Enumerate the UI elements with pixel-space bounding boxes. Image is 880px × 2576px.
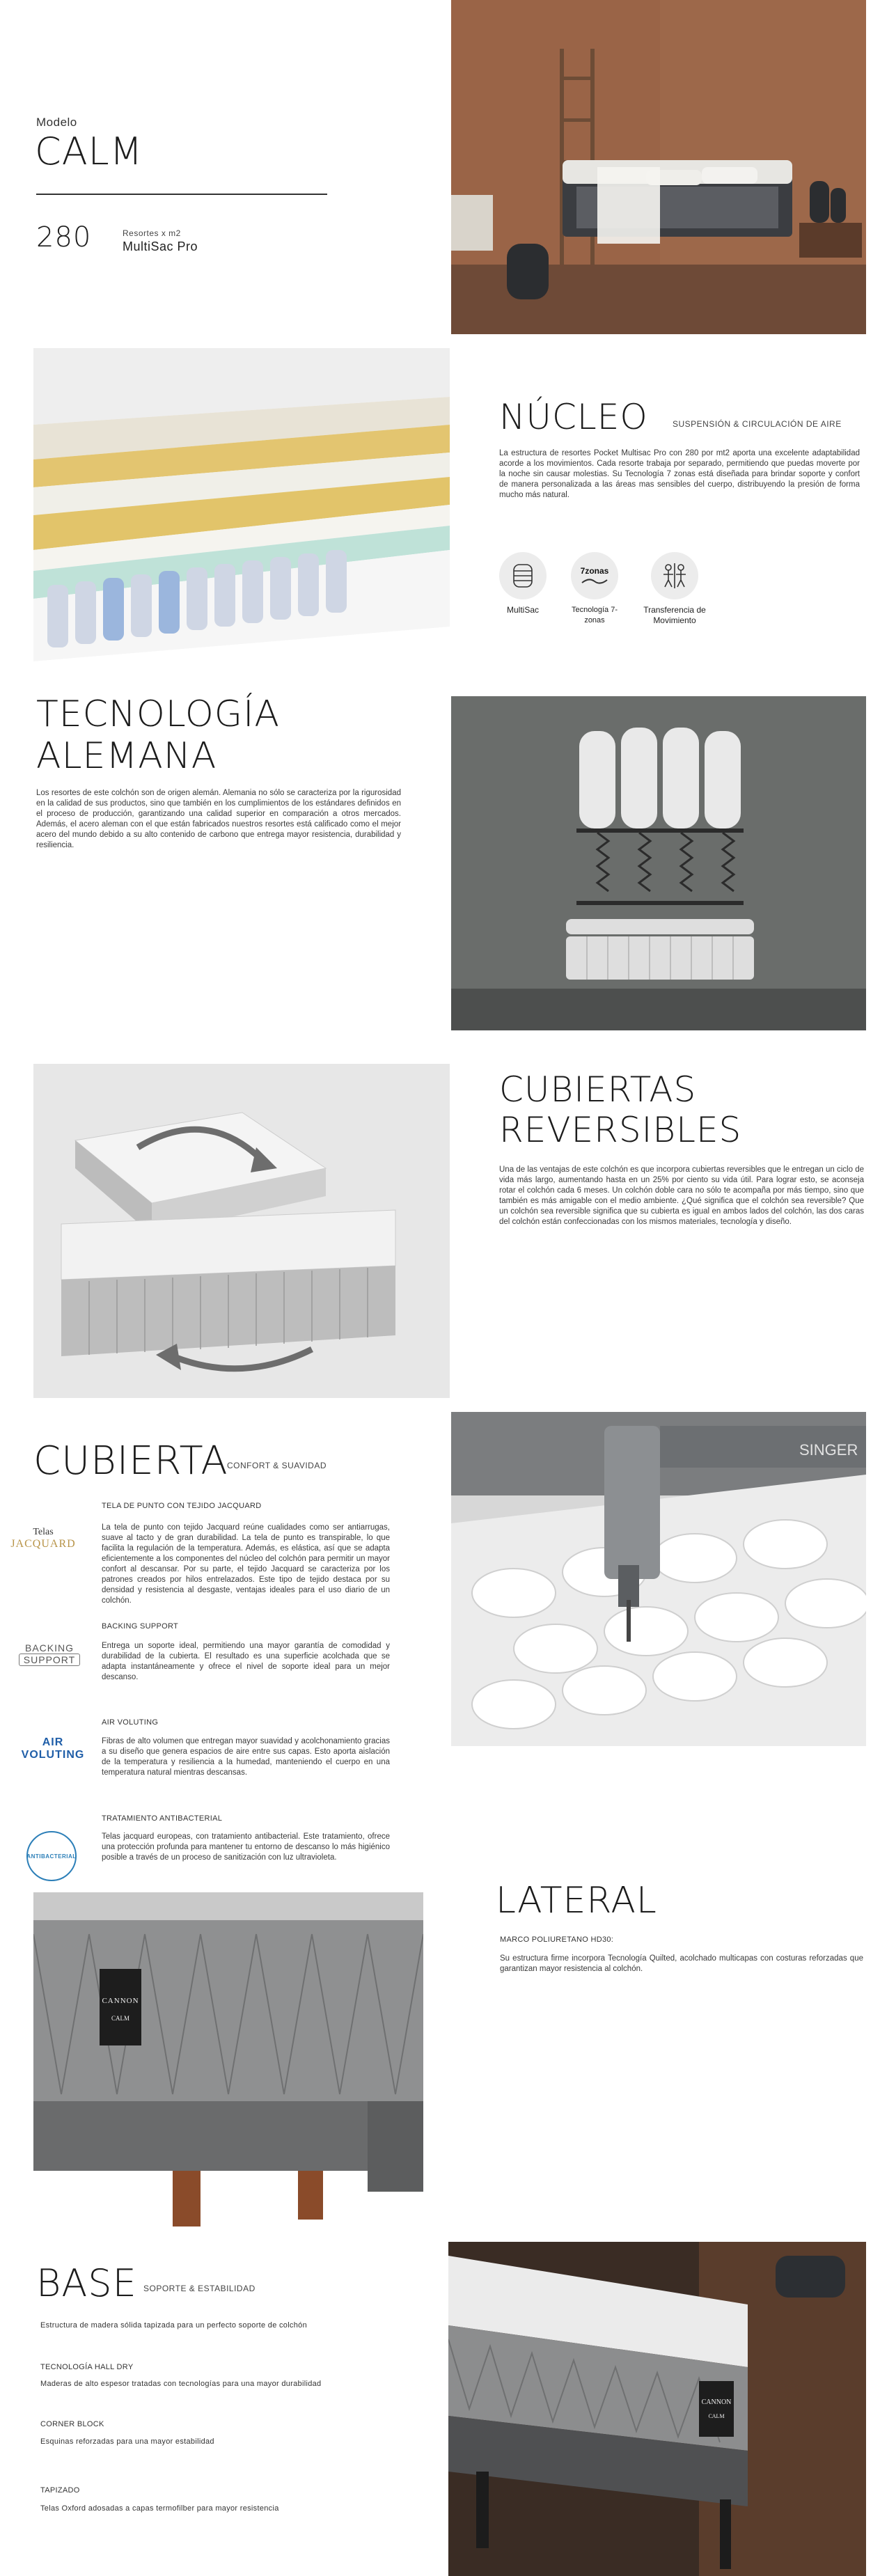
- reversibles-body: Una de las ventajas de este colchón es que incorpora cubiertas reversibles que le entregan un ciclo de vida más largo, aumentando hasta en un 25% por ciento su vida útil. Para lograr esto, se aconseja rotar el colchón cada 6 meses. Un colchón doble cara no sólo te acompaña por más tiempo, sino que también es más amigable con el medio ambiente. ¿Qué significa que el colchón sea reversible? Que un colchón sea reversible significa que su cubierta es igual en ambos lados del colchón, las dos caras del colchón están confeccionadas con los mismos materiales, tecnología y diseño.: [499, 1165, 864, 1226]
- tag-brand: CANNON: [102, 1997, 139, 2005]
- lateral-title: LATERAL: [496, 1880, 657, 1922]
- seven-zones-icon: [571, 552, 618, 599]
- bedroom-photo: [451, 0, 866, 334]
- cubierta-item-body: La tela de punto con tejido Jacquard reúne cualidades como ser antiarrugas, suave al tacto y de gran durabilidad. La tela de punto es transpirable, lo que facilita la regulación de la temperatura. Además, es elástica, así que se adapta eficientemente a los componentes del núcleo del colchón para permitir un mayor confort al descansar. Por su parte, el tejido Jacquard se caracteriza por los patrones creados por hilos entrelazados. Este tipo de tejido destaca por su densidad y resistencia al desgaste, ventajas ideales para el uso diario de un colchón.: [102, 1523, 390, 1605]
- feature-label: Tecnología 7-zonas: [571, 606, 618, 625]
- backing-logo-line1: BACKING: [24, 1642, 74, 1654]
- springs-unit: Resortes x m2: [123, 228, 181, 238]
- jacquard-logo-line1: Telas: [33, 1527, 54, 1537]
- mattress-layers-photo: [33, 348, 450, 682]
- movement-transfer-icon: [651, 552, 698, 599]
- base-item-heading: TECNOLOGÍA HALL DRY: [40, 2363, 134, 2371]
- nucleo-feature-7zonas: [571, 552, 627, 626]
- air-logo-line2: VOLUTING: [21, 1749, 85, 1761]
- air-voluting-logo: [21, 1728, 85, 1770]
- cubierta-item-heading: AIR VOLUTING: [102, 1718, 159, 1727]
- springs-count: 280: [36, 221, 92, 253]
- reversibles-title-line1: CUBIERTAS: [499, 1069, 697, 1110]
- cubierta-title: CUBIERTA: [33, 1438, 228, 1484]
- nucleo-feature-movement: [643, 552, 719, 626]
- base-item-body: Telas Oxford adosadas a capas termofilber para mayor resistencia: [40, 2504, 279, 2513]
- sewing-machine-photo: [451, 1412, 866, 1746]
- nucleo-body: La estructura de resortes Pocket Multisac Pro con 280 por mt2 aporta una excelente adaptabilidad acorde a los movimientos. Cada resorte trabaja por separado, permitiendo que puedas moverte por la noche sin causar molestias. Su Tecnología 7 zonas está diseñada para brindar soporte y confort de manera personalizada a las áreas mas sensibles del cuerpo, distribuyendo la presión de forma mucho más natural.: [499, 449, 860, 499]
- reversibles-title-line2: REVERSIBLES: [499, 1110, 742, 1150]
- springs-type: MultiSac Pro: [123, 239, 198, 253]
- backing-logo-line2: SUPPORT: [19, 1654, 80, 1666]
- tag-model: CALM: [111, 2015, 129, 2022]
- cubierta-item-heading: BACKING SUPPORT: [102, 1622, 179, 1631]
- cubierta-item-body: Telas jacquard europeas, con tratamiento antibacterial. Este tratamiento, ofrece una protección profunda para mantener tu entorno de descanso lo más higiénico posible a través de un proceso de sanitización con luz ultravioleta.: [102, 1832, 390, 1862]
- mattress-side-photo: [33, 1892, 423, 2226]
- tecnologia-title-line2: ALEMANA: [36, 735, 217, 777]
- base-item-heading: CORNER BLOCK: [40, 2420, 104, 2428]
- tecnologia-title-line1: TECNOLOGÍA: [36, 693, 281, 735]
- backing-support-logo: [21, 1633, 78, 1675]
- base-intro: Estructura de madera sólida tapizada para un perfecto soporte de colchón: [40, 2321, 307, 2330]
- reversible-mattress-photo: [33, 1064, 450, 1398]
- base-item-heading: TAPIZADO: [40, 2486, 80, 2495]
- base-item-body: Maderas de alto espesor tratadas con tecnologías para una mayor durabilidad: [40, 2380, 322, 2388]
- base-tag-model: CALM: [708, 2413, 725, 2419]
- model-name: CALM: [35, 129, 143, 173]
- base-title: BASE: [36, 2261, 137, 2305]
- base-item-body: Esquinas reforzadas para una mayor estabilidad: [40, 2437, 214, 2446]
- singer-brand-text: SINGER: [799, 1441, 858, 1459]
- multisac-icon: [499, 552, 547, 599]
- base-tag-brand: CANNON: [701, 2398, 732, 2406]
- tecnologia-body: Los resortes de este colchón son de origen alemán. Alemania no sólo se caracteriza por la rigurosidad en la calidad de sus productos, sino que también en los cumplimientos de los estándares definidos en el proceso de producción, garantizando una calidad superior en comparación a otros mercados. Además, el acero aleman con el que están fabricados nuestros resortes está calificado como el mejor acero del mundo debido a su alto contenido de carbono que entrega mayor resistencia, durabilidad y resiliencia.: [36, 789, 401, 849]
- antibacterial-logo: [26, 1831, 77, 1881]
- feature-label: MultiSac: [506, 605, 539, 615]
- nucleo-title: NÚCLEO: [499, 397, 648, 437]
- hero-divider: [36, 194, 327, 195]
- cubierta-item-heading: TRATAMIENTO ANTIBACTERIAL: [102, 1814, 223, 1823]
- hero-section: [0, 0, 880, 334]
- base-subtitle: SOPORTE & ESTABILIDAD: [143, 2284, 256, 2293]
- cubierta-item-body: Entrega un soporte ideal, permitiendo una mayor garantía de comodidad y durabilidad de la cubierta. El resultado es una superficie acolchada que se adapta instantáneamente y ofrece el nivel de soporte ideal para un mejor descanso.: [102, 1642, 390, 1681]
- cubierta-subtitle: CONFORT & SUAVIDAD: [227, 1461, 327, 1470]
- antibacterial-logo-text: ANTIBACTERIAL: [26, 1853, 77, 1860]
- nucleo-feature-multisac: [499, 552, 555, 615]
- base-bed-photo: [448, 2242, 866, 2576]
- lateral-body: Su estructura firme incorpora Tecnología Quilted, acolchado multicapas con costuras reforzadas que garantizan mayor resistencia al colchón.: [500, 1954, 863, 1973]
- jacquard-logo-line2: JACQUARD: [10, 1538, 76, 1550]
- cubierta-item-body: Fibras de alto volumen que entregan mayor suavidad y acolchonamiento gracias a su diseño que genera espacios de aire entre sus capas. Esto aporta aislación de la temperatura y resiliencia a la humedad, manteniendo el cuerpo en una temperatura natural mientras descansas.: [102, 1737, 390, 1777]
- cubierta-item-heading: TELA DE PUNTO CON TEJIDO JACQUARD: [102, 1502, 262, 1510]
- air-logo-line1: AIR: [42, 1736, 64, 1748]
- jacquard-logo: [8, 1518, 78, 1560]
- mattress-tag: [100, 1973, 141, 2045]
- seven-zones-badge: 7zonas: [580, 566, 609, 576]
- springs-photo: [451, 696, 866, 1030]
- base-mattress-tag: [699, 2381, 734, 2437]
- model-label: Modelo: [36, 116, 77, 129]
- nucleo-subtitle: SUSPENSIÓN & CIRCULACIÓN DE AIRE: [673, 419, 842, 429]
- lateral-subtitle: MARCO POLIURETANO HD30:: [500, 1935, 614, 1944]
- feature-label: Transferencia de Movimiento: [643, 605, 706, 625]
